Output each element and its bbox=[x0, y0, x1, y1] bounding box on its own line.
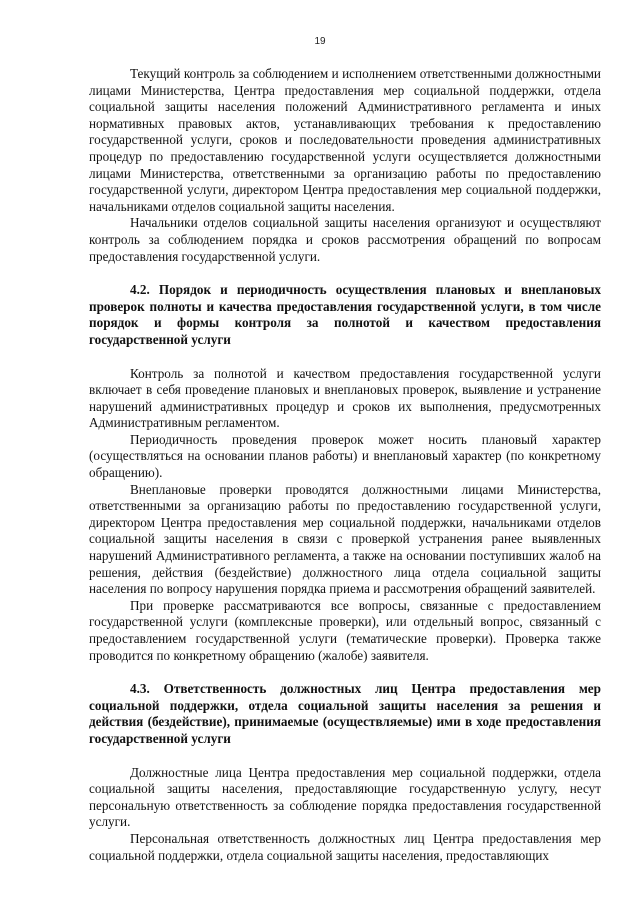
paragraph: Должностные лица Центра предоставления мер социальной поддержки, отдела социальной защиты населения, предоставляющие государственную услугу, несут персональную ответственность за соблюдение порядка предоставления государственной услуги. bbox=[89, 764, 601, 830]
section-heading: 4.3. Ответственность должностных лиц Центра предоставления мер социальной поддержки, отдела социальной защиты населения за решения и действия (бездействие), принимаемые (осуществляемые) ими в ходе предоставления государственной услуги bbox=[89, 681, 601, 746]
paragraph: Периодичность проведения проверок может носить плановый характер (осуществляться на основании планов работы) и внеплановый характер (по конкретному обращению). bbox=[89, 431, 601, 481]
page-number: 19 bbox=[314, 36, 326, 47]
section-heading: 4.2. Порядок и периодичность осуществления плановых и внеплановых проверок полноты и качества предоставления государственной услуги, в том числе порядок и формы контроля за полнотой и качеством предоставления государственной услуги bbox=[89, 282, 601, 347]
paragraph: Внеплановые проверки проводятся должностными лицами Министерства, ответственными за организацию работы по предоставлению государственной услуги, директором Центра предоставления мер социальной поддержки, начальниками отделов социальной защиты населения в связи с проверкой устранения ранее выявленных нарушений Административного регламента, а также на основании поступивших жалоб на решения, действия (бездействие) должностного лица отдела социальной защиты населения по вопросу нарушения порядка приема и рассмотрения обращений заявителей. bbox=[89, 481, 601, 597]
paragraph: Начальники отделов социальной защиты населения организуют и осуществляют контроль за соблюдением порядка и сроков рассмотрения обращений по вопросам предоставления государственной услуги. bbox=[89, 215, 601, 264]
paragraph: При проверке рассматриваются все вопросы, связанные с предоставлением государственной услуги (комплексные проверки), или отдельный вопрос, связанный с предоставлением государственной услуги (тематические проверки). Проверка также проводится по конкретному обращению (жалобе) заявителя. bbox=[89, 597, 601, 663]
paragraph: Контроль за полнотой и качеством предоставления государственной услуги включает в себя проведение плановых и внеплановых проверок, выявление и устранение нарушений административных процедур и сроков их выполнения, предусмотренных Административным регламентом. bbox=[89, 365, 601, 431]
document-body bbox=[89, 66, 601, 864]
paragraph: Текущий контроль за соблюдением и исполнением ответственными должностными лицами Министерства, Центра предоставления мер социальной поддержки, отдела социальной защиты населения положений Административного регламента и иных нормативных правовых актов, устанавливающих требования к предоставлению государственной услуги, сроков и последовательности проведения административных процедур по предоставлению государственной услуги осуществляется должностными лицами Министерства, ответственными за организацию работы по предоставлению государственной услуги, директором Центра предоставления мер социальной поддержки, начальниками отделов социальной защиты населения. bbox=[89, 66, 601, 214]
paragraph: Персональная ответственность должностных лиц Центра предоставления мер социальной поддержки, отдела социальной защиты населения, предоставляющих bbox=[89, 830, 601, 863]
